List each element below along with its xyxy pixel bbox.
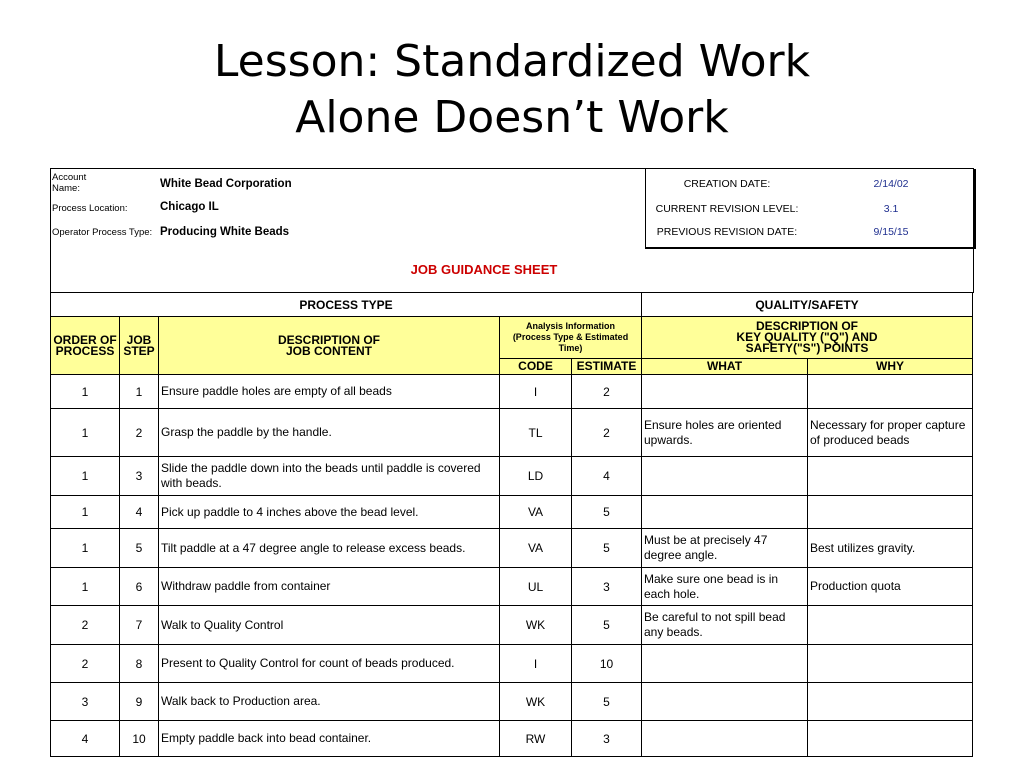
account-label: Account Name:: [52, 172, 87, 194]
cell-why: [808, 721, 973, 757]
cell-order: 1: [51, 409, 120, 457]
slide-title: [0, 34, 1024, 146]
creation-date-label: CREATION DATE:: [683, 178, 771, 190]
cell-desc: Walk back to Production area.: [159, 683, 500, 721]
cell-code: WK: [500, 683, 572, 721]
cell-step: 10: [120, 721, 159, 757]
quality-safety-header: QUALITY/SAFETY: [642, 293, 973, 317]
cell-desc: Empty paddle back into bead container.: [159, 721, 500, 757]
cell-estimate: 10: [572, 645, 642, 683]
process-type-header: PROCESS TYPE: [51, 293, 642, 317]
cell-order: 4: [51, 721, 120, 757]
cell-order: 1: [51, 496, 120, 529]
what-header: WHAT: [642, 359, 808, 375]
cell-estimate: 5: [572, 496, 642, 529]
cell-why: Best utilizes gravity.: [808, 529, 973, 568]
location-value: Chicago IL: [160, 201, 219, 213]
cell-order: 1: [51, 375, 120, 409]
previous-revision-label: PREVIOUS REVISION DATE:: [656, 226, 798, 238]
previous-revision-value: 9/15/15: [873, 226, 909, 238]
cell-order: 1: [51, 529, 120, 568]
cell-code: VA: [500, 529, 572, 568]
cell-step: 3: [120, 457, 159, 496]
cell-step: 7: [120, 606, 159, 645]
cell-what: [642, 721, 808, 757]
cell-why: [808, 683, 973, 721]
cell-code: VA: [500, 496, 572, 529]
cell-step: 2: [120, 409, 159, 457]
cell-step: 6: [120, 568, 159, 606]
cell-desc: Grasp the paddle by the handle.: [159, 409, 500, 457]
table-row: [51, 375, 973, 409]
column-header-row: [51, 317, 973, 359]
cell-code: RW: [500, 721, 572, 757]
code-header: CODE: [500, 359, 572, 375]
cell-estimate: 5: [572, 606, 642, 645]
cell-why: [808, 375, 973, 409]
cell-why: [808, 457, 973, 496]
cell-estimate: 2: [572, 409, 642, 457]
cell-order: 2: [51, 645, 120, 683]
cell-desc: Slide the paddle down into the beads until paddle is covered with beads.: [159, 457, 500, 496]
cell-what: Be careful to not spill bead any beads.: [642, 606, 808, 645]
analysis-info-header: Analysis Information (Process Type & Estimated Time): [500, 317, 642, 359]
account-value: White Bead Corporation: [160, 178, 292, 190]
cell-what: Make sure one bead is in each hole.: [642, 568, 808, 606]
cell-estimate: 3: [572, 721, 642, 757]
table-row: [51, 683, 973, 721]
cell-what: [642, 375, 808, 409]
revision-level-label: CURRENT REVISION LEVEL:: [655, 203, 799, 215]
section-header-row: [51, 293, 973, 317]
job-guidance-sheet: [50, 168, 974, 760]
estimate-header: ESTIMATE: [572, 359, 642, 375]
key-points-header: DESCRIPTION OF KEY QUALITY ("Q") AND SAFETY("S") POINTS: [642, 317, 973, 359]
job-steps-table: [50, 292, 973, 757]
cell-estimate: 4: [572, 457, 642, 496]
cell-step: 1: [120, 375, 159, 409]
cell-desc: Present to Quality Control for count of beads produced.: [159, 645, 500, 683]
cell-step: 4: [120, 496, 159, 529]
cell-step: 9: [120, 683, 159, 721]
cell-estimate: 5: [572, 683, 642, 721]
cell-what: [642, 645, 808, 683]
cell-estimate: 5: [572, 529, 642, 568]
sheet-header: [50, 168, 974, 293]
order-of-process-header: ORDER OF PROCESS: [51, 317, 120, 375]
cell-estimate: 2: [572, 375, 642, 409]
cell-order: 1: [51, 457, 120, 496]
cell-order: 1: [51, 568, 120, 606]
cell-order: 2: [51, 606, 120, 645]
cell-what: [642, 496, 808, 529]
cell-code: UL: [500, 568, 572, 606]
creation-date-value: 2/14/02: [873, 178, 909, 190]
why-header: WHY: [808, 359, 973, 375]
cell-why: [808, 645, 973, 683]
cell-code: WK: [500, 606, 572, 645]
slide-title-line-1: Lesson: Standardized Work: [213, 36, 811, 87]
cell-what: Ensure holes are oriented upwards.: [642, 409, 808, 457]
table-row: [51, 568, 973, 606]
cell-why: [808, 606, 973, 645]
cell-code: I: [500, 645, 572, 683]
cell-code: LD: [500, 457, 572, 496]
slide-title-line-2: Alone Doesn’t Work: [295, 92, 729, 143]
location-label: Process Location:: [52, 203, 128, 214]
cell-desc: Pick up paddle to 4 inches above the bead level.: [159, 496, 500, 529]
cell-code: I: [500, 375, 572, 409]
cell-step: 8: [120, 645, 159, 683]
cell-why: [808, 496, 973, 529]
cell-why: Necessary for proper capture of produced beads: [808, 409, 973, 457]
cell-what: [642, 457, 808, 496]
job-step-header: JOB STEP: [120, 317, 159, 375]
table-row: [51, 721, 973, 757]
cell-estimate: 3: [572, 568, 642, 606]
table-row: [51, 645, 973, 683]
job-content-header: DESCRIPTION OF JOB CONTENT: [159, 317, 500, 375]
table-row: [51, 409, 973, 457]
cell-desc: Walk to Quality Control: [159, 606, 500, 645]
cell-what: [642, 683, 808, 721]
cell-what: Must be at precisely 47 degree angle.: [642, 529, 808, 568]
cell-order: 3: [51, 683, 120, 721]
cell-desc: Withdraw paddle from container: [159, 568, 500, 606]
cell-step: 5: [120, 529, 159, 568]
cell-code: TL: [500, 409, 572, 457]
table-row: [51, 457, 973, 496]
table-row: [51, 529, 973, 568]
cell-why: Production quota: [808, 568, 973, 606]
operator-label: Operator Process Type:: [52, 227, 153, 238]
cell-desc: Ensure paddle holes are empty of all beads: [159, 375, 500, 409]
cell-desc: Tilt paddle at a 47 degree angle to release excess beads.: [159, 529, 500, 568]
operator-value: Producing White Beads: [160, 226, 290, 238]
table-row: [51, 606, 973, 645]
revision-level-value: 3.1: [883, 203, 899, 215]
table-row: [51, 496, 973, 529]
sheet-title: JOB GUIDANCE SHEET: [410, 262, 558, 277]
